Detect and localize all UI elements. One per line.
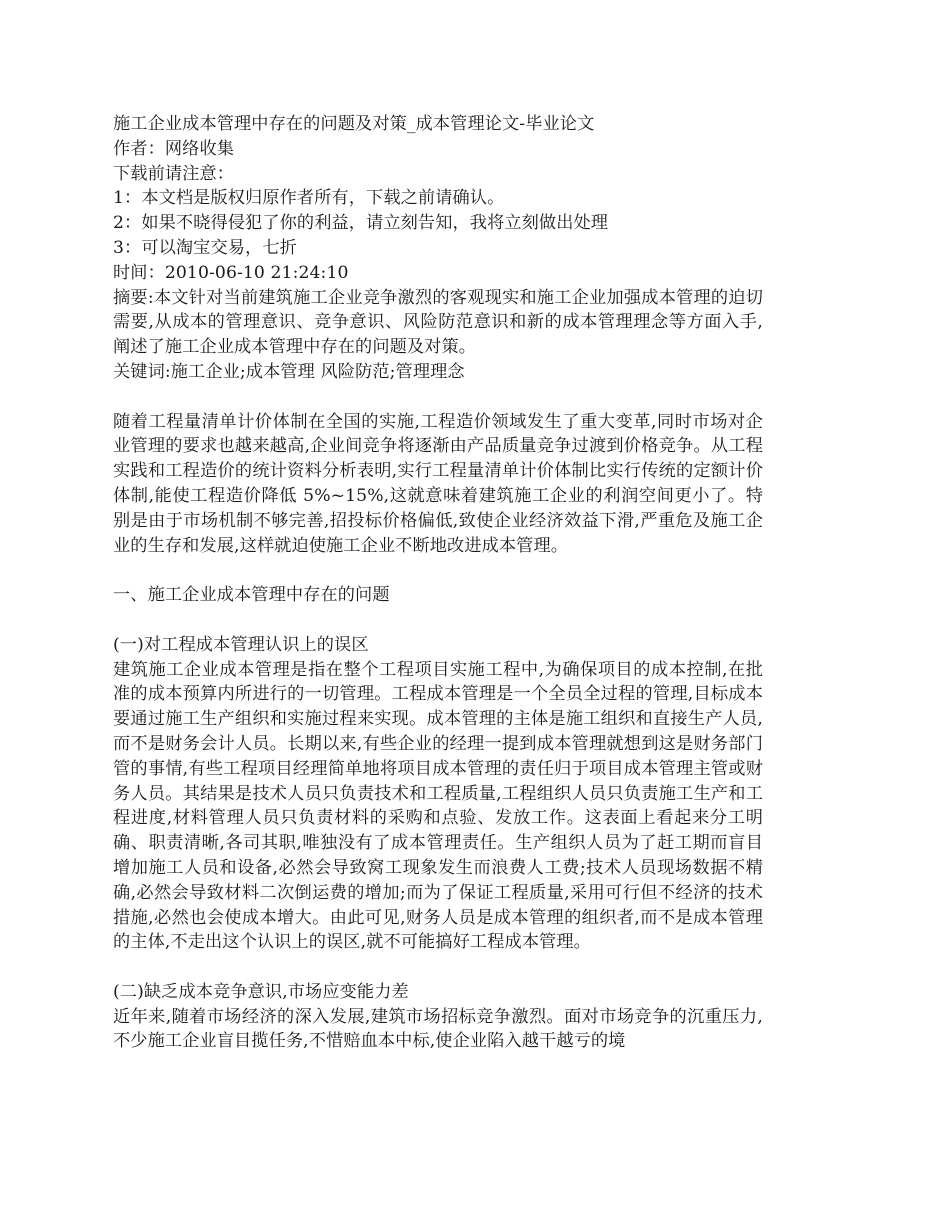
intro-paragraph: 随着工程量清单计价体制在全国的实施,工程造价领域发生了重大变革,同时市场对企业管理的要求也越来越高,企业间竞争将逐渐由产品质量竞争过渡到价格竞争。从工程实践和工程造价的统计资料分析表明,实行工程量清单计价体制比实行传统的定额计价体制,能使工程造价降低 5%~15%,这就意味着建筑施工企业的利润空间更小了。特别是由于市场机制不够完善,招投标价格偏低,致使企业经济效益下滑,严重危及施工企业的生存和发展,这样就迫使施工企业不断地改进成本管理。 xyxy=(113,411,763,556)
paragraph-gap xyxy=(113,385,763,410)
keywords-line: 关键词:施工企业;成本管理 风险防范;管理理念 xyxy=(113,361,465,382)
notice-item: 3：可以淘宝交易，七折 xyxy=(113,237,297,258)
document-page xyxy=(113,112,763,1054)
notice-heading: 下载前请注意： xyxy=(113,163,235,184)
subsection-body: 近年来,随着市场经济的深入发展,建筑市场招标竞争激烈。面对市场竞争的沉重压力,不少施工企业盲目揽任务,不惜赔血本中标,使企业陷入越干越亏的境 xyxy=(113,1006,763,1052)
paragraph-gap xyxy=(113,955,763,980)
section-heading: 一、施工企业成本管理中存在的问题 xyxy=(113,585,390,606)
time-line: 时间：2010-06-10 21:24:10 xyxy=(113,262,349,283)
paragraph-gap xyxy=(113,558,763,583)
subsection-heading: (一)对工程成本管理认识上的误区 xyxy=(113,634,369,655)
paragraph-gap xyxy=(113,608,763,633)
notice-item: 1：本文档是版权归原作者所有，下载之前请确认。 xyxy=(113,188,505,209)
subsection-heading: (二)缺乏成本竞争意识,市场应变能力差 xyxy=(113,981,409,1002)
abstract-paragraph: 摘要:本文针对当前建筑施工企业竞争激烈的客观现实和施工企业加强成本管理的迫切需要,从成本的管理意识、竞争意识、风险防范意识和新的成本管理理念等方面入手,阐述了施工企业成本管理中存在的问题及对策。 xyxy=(113,287,763,358)
subsection-body: 建筑施工企业成本管理是指在整个工程项目实施工程中,为确保项目的成本控制,在批准的成本预算内所进行的一切管理。工程成本管理是一个全员全过程的管理,目标成本要通过施工生产组织和实施过程来实现。成本管理的主体是施工组织和直接生产人员,而不是财务会计人员。长期以来,有些企业的经理一提到成本管理就想到这是财务部门管的事情,有些工程项目经理简单地将项目成本管理的责任归于项目成本管理主管或财务人员。其结果是技术人员只负责技术和工程质量,工程组织人员只负责施工生产和工程进度,材料管理人员只负责材料的采购和点验、发放工作。这表面上看起来分工明确、职责清晰,各司其职,唯独没有了成本管理责任。生产组织人员为了赶工期而盲目增加施工人员和设备,必然会导致窝工现象发生而浪费人工费;技术人员现场数据不精确,必然会导致材料二次倒运费的增加;而为了保证工程质量,采用可行但不经济的技术措施,必然也会使成本增大。由此可见,财务人员是成本管理的组织者,而不是成本管理的主体,不走出这个认识上的误区,就不可能搞好工程成本管理。 xyxy=(113,659,763,953)
document-title: 施工企业成本管理中存在的问题及对策_成本管理论文-毕业论文 xyxy=(113,114,595,134)
author-line: 作者：网络收集 xyxy=(113,138,235,159)
notice-item: 2：如果不晓得侵犯了你的利益，请立刻告知，我将立刻做出处理 xyxy=(113,213,609,234)
